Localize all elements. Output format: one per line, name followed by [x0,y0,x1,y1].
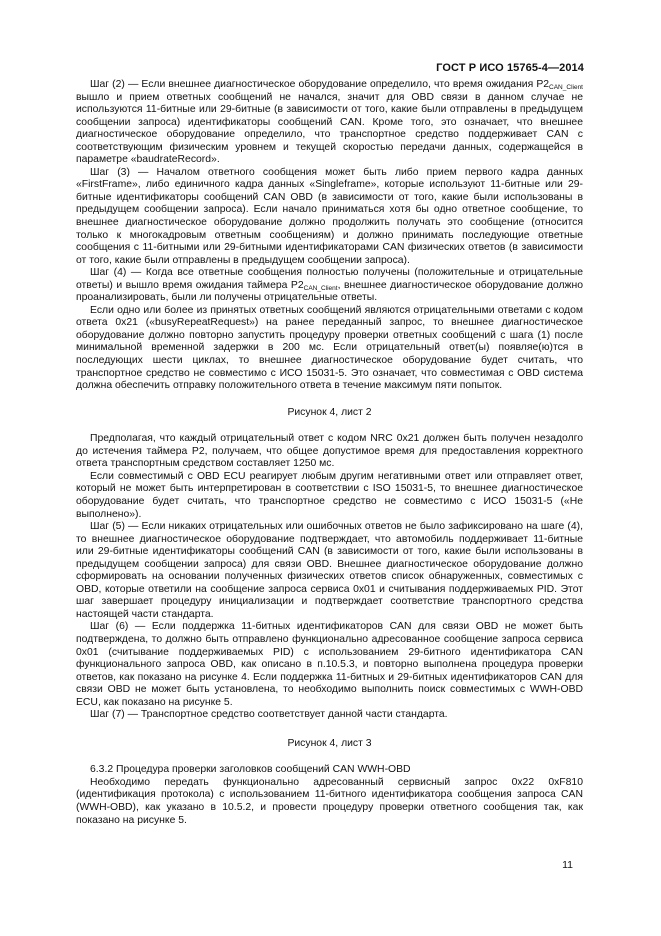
figure-caption: Рисунок 4, лист 2 [287,406,372,418]
document-body [76,79,583,827]
figure-caption: Рисунок 4, лист 3 [287,737,372,749]
standard-header: ГОСТ Р ИСО 15765-4—2014 [436,62,584,74]
paragraph-step-6: Шаг (6) — Если поддержка 11-битных идентификаторов CAN для связи OBD не может быть подтверждена, то должно быть отправлено функционально адресованное сообщение запроса сервиса 0x01 (считывание поддерживаемых PID) с использованием 29-битного идентификатора CAN функционального запроса OBD, как описано в п.10.5.3, и повторно выполнена процедура проверки ответов, как показано на рисунке 4. Если поддержка 11-битных и 29-битных идентификаторов CAN для связи OBD не может быть установлена, то необходимо выполнить поиск совместимых с WWH-OBD ECU, как показано на рисунке 5. [76,621,583,708]
paragraph-step-2 [76,79,583,167]
text-fragment: , внешнее диагностическое оборудование должно проанализировать, были ли получены отрицательные ответы. [76,279,583,304]
subscript: CAN_Client [303,284,338,292]
text-fragment: Шаг (2) — Если внешнее диагностическое оборудование определило, что время ожидания P2 [90,79,550,90]
paragraph-step-3 [76,167,583,267]
paragraph-busy-repeat [76,305,583,393]
section-title: 6.3.2 Процедура проверки заголовков сообщений CAN WWH-OBD [90,764,411,776]
paragraph-step-7: Шаг (7) — Транспортное средство соответствует данной части стандарта. [90,709,448,721]
paragraph-nrc-timing: Предполагая, что каждый отрицательный ответ с кодом NRC 0x21 должен быть получен незадолго до истечения таймера P2, получаем, что общее допустимое время для предоставления корректного ответа транспортным средством составляет 1250 мс. [76,433,583,470]
text-fragment: Шаг (4) — Когда все ответные сообщения полностью получены (положительные и отрицательные ответы) и вышло время ожидания таймера P2 [76,267,583,291]
paragraph-wwh-obd: Необходимо передать функционально адресованный сервисный запрос 0x22 0xF810 (идентификация протокола) с использованием 11-битного идентификатора сообщения запроса CAN (WWH-OBD), как указано в 10.5.2, и провести процедуру проверки ответного сообщения так, как показано на рисунке 5. [76,776,583,826]
subscript: CAN_Client [549,84,583,91]
text-fragment: Шаг (3) — Началом ответного сообщения может быть либо прием первого кадра данных «FirstFrame», либо единичного кадра данных «Singleframe», которые используют 11-битные или 29-битные идентификаторы сообщений CAN OBD (в зависимости от того, какие были использованы в предыдущем сообщении запроса). Если начало приниматься хотя бы одно ответное сообщение, то внешнее диагностическое оборудование должно продолжить получать это сообщение (относится только к многокадровым ответным сообщениям) и должно принимать последующие ответные сообщения с 11-битными или 29-битными идентификаторами CAN физических ответов (в зависимости от того, какие были отправлены в предыдущем сообщении запроса). [76,166,583,266]
paragraph-step-5: Шаг (5) — Если никаких отрицательных или ошибочных ответов не было зафиксировано на шаге (4), то внешнее диагностическое оборудование подтверждает, что автомобиль поддерживает 11-битные или 29-битные идентификаторы сообщений CAN (в зависимости от того, какие были использованы в предыдущем сообщении запроса) для связи OBD. Внешнее диагностическое оборудование должно сформировать на основании полученных физических ответов список обнаруженных, совместимых с OBD, которые ответили на сообщение запроса сервиса 0x01 и считывания поддерживаемых PID. Этот шаг завершает процедуру инициализации и подтверждает соответствие транспортного средства настоящей части стандарта. [76,521,583,620]
page-number: 11 [562,859,573,871]
paragraph-negative-response: Если совместимый с OBD ECU реагирует любым другим негативными ответ или отправляет ответ, который не может быть интерпретирован в соответствии с ISO 15031-5, то внешнее диагностическое оборудование будет считать, что транспортное средство не совместимо с ИСО 15031-5 («Не выполнено»). [76,470,583,520]
text-fragment: Если одно или более из принятых ответных сообщений являются отрицательными ответами с кодом ответа 0x21 («busyRepeatRequest») на ранее переданный запрос, то внешнее диагностическое оборудование должно повторно запустить процедуру проверки ответных сообщений с шага (1) после минимальной временной задержки в 200 мс. Если отрицательный ответ(ы) появляе(ю)тся в последующих шести циклах, то внешнее диагностическое оборудование будет считать, что транспортное средство не совместимо с ИСО 15031-5. Это означает, что совместимая с OBD система должна обеспечить отправку положительного ответа в течение максимум пяти попыток. [76,304,583,392]
paragraph-step-4 [76,267,583,305]
text-fragment: вышло и прием ответных сообщений не начался, значит для OBD связи в данном случае не используются 11-битные или 29-битные (в зависимости от того, какие были отправлены в предыдущем сообщении запроса) идентификаторы сообщений CAN. Кроме того, это означает, что внешнее диагностическое оборудование определило, что транспортное средство поддерживает CAN с соответствующим физическим уровнем и текущей скоростью передачи данных, содержащейся в параметре «baudrateRecord». [76,91,583,166]
